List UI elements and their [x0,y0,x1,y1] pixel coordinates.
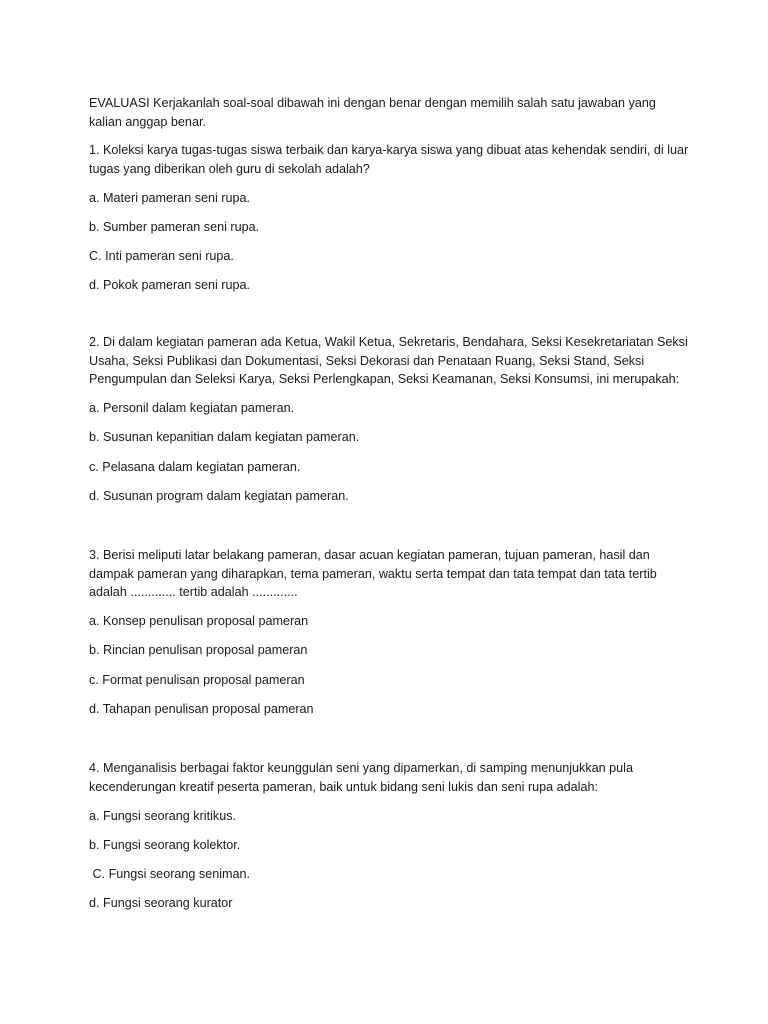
question-1-stem: 1. Koleksi karya tugas-tugas siswa terbaik dan karya-karya siswa yang dibuat atas kehendak sendiri, di luar tugas yang diberikan oleh guru di sekolah adalah? [89,143,689,176]
question-2-option-b: b. Susunan kepanitian dalam kegiatan pameran. [89,430,360,445]
question-3-option-c: c. Format penulisan proposal pameran [89,672,305,687]
question-1-option-d: d. Pokok pameran seni rupa. [89,278,251,293]
question-3-option-d: d. Tahapan penulisan proposal pameran [89,701,314,716]
question-2-option-d: d. Susunan program dalam kegiatan pameran. [89,488,349,503]
question-3-stem: 3. Berisi meliputi latar belakang pameran, dasar acuan kegiatan pameran, tujuan pameran, hasil dan dampak pameran yang diharapkan, tema pameran, waktu serta tempat dan tata tempat dan tata tertib adalah ............. tertib adalah ............. [89,548,657,599]
question-1-option-c: C. Inti pameran seni rupa. [89,249,234,264]
question-3-option-a: a. Konsep penulisan proposal pameran [89,614,309,628]
question-4-option-c: C. Fungsi seorang seniman. [89,867,251,882]
question-2-option-c: c. Pelasana dalam kegiatan pameran. [89,459,301,474]
question-4-option-a: a. Fungsi seorang kritikus. [89,808,236,823]
question-4-stem: 4. Menganalisis berbagai faktor keunggulan seni yang dipamerkan, di samping menunjukkan pula kecenderungan kreatif peserta pameran, baik untuk bidang seni lukis dan seni rupa adalah: [89,761,633,794]
question-2-option-a: a. Personil dalam kegiatan pameran. [89,401,295,415]
question-1-option-b: b. Sumber pameran seni rupa. [89,219,260,234]
question-3 [89,546,689,729]
question-1-option-a: a. Materi pameran seni rupa. [89,190,251,205]
question-2-stem: 2. Di dalam kegiatan pameran ada Ketua, Wakil Ketua, Sekretaris, Bendahara, Seksi Kesekretariatan Seksi Usaha, Seksi Publikasi dan Dokumentasi, Seksi Dekorasi dan Penataan Ruang, Seksi Stand, Seksi Pengumpulan dan Seleksi Karya, Seksi Perlengkapan, Seksi Keamanan, Seksi Konsumsi, ini merupakah: [89,335,688,386]
question-1 [89,141,689,306]
question-4 [89,759,689,924]
question-4-option-d: d. Fungsi seorang kurator [89,896,233,911]
question-3-option-b: b. Rincian penulisan proposal pameran [89,643,308,658]
question-2 [89,333,689,516]
evaluation-instructions: EVALUASI Kerjakanlah soal-soal dibawah ini dengan benar dengan memilih salah satu jawaban yang kalian anggap benar. [89,96,656,129]
question-4-option-b: b. Fungsi seorang kolektor. [89,837,241,852]
